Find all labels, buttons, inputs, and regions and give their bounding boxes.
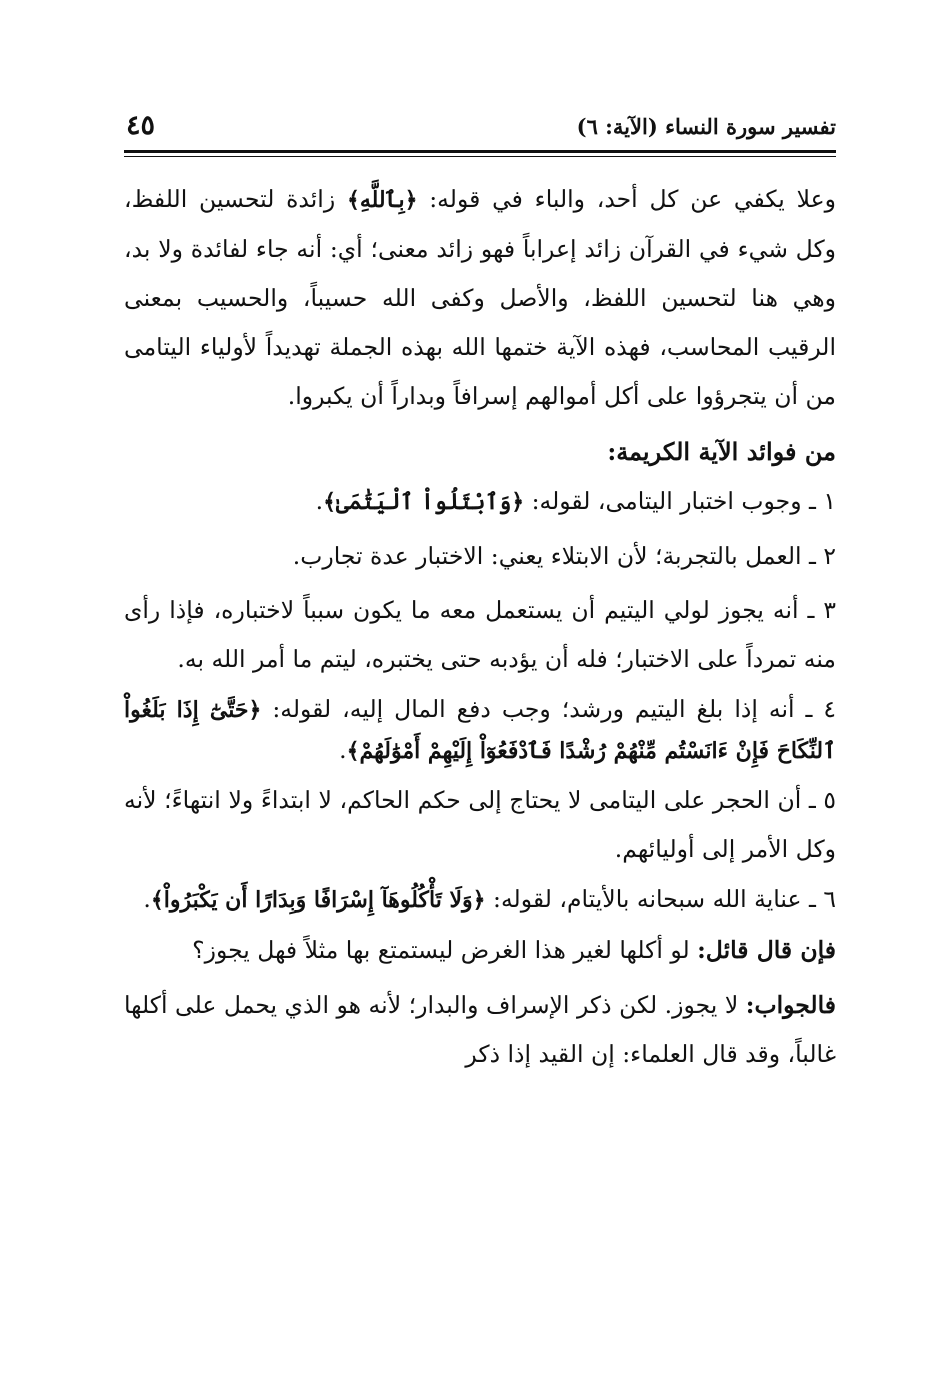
question-text: لو أكلها لغير هذا الغرض ليستمتع بها مثلاً فهل يجوز؟ — [192, 936, 698, 964]
benefit-item-6 — [124, 879, 836, 920]
benefit-item-1 — [124, 477, 836, 527]
answer-text: لا يجوز. لكن ذكر الإسراف والبدار؛ لأنه هو الذي يحمل على أكلها غالباً، وقد قال العلماء: إن القيد إذا ذكر — [124, 991, 836, 1068]
question-lead: فإن قال قائل: — [697, 936, 836, 964]
quran-quote: ﴿وَلَا تَأْكُلُوهَآ إِسْرَافًا وَبِدَارًا أَن يَكْبَرُواْ﴾ — [150, 887, 486, 913]
intro-paragraph — [124, 175, 836, 421]
intro-text-start: وعلا يكفي عن كل أحد، والباء في قوله: — [417, 185, 836, 213]
quran-quote: ﴿حَتَّىٰٓ إِذَا بَلَغُواْ ٱلنِّكَاحَ فَإِنْ ءَانَسْتُم مِّنْهُمْ رُشْدًا فَٱدْفَعُوٓاْ إِلَيْهِمْ أَمْوَٰلَهُمْ﴾ — [124, 697, 836, 764]
question-paragraph — [124, 926, 836, 975]
benefit-end: . — [315, 487, 324, 515]
benefit-item-3 — [124, 586, 836, 684]
benefit-item-4 — [124, 689, 836, 771]
header-rule-thick — [124, 150, 836, 153]
header-rule-thin — [124, 156, 836, 157]
benefit-item-5 — [124, 776, 836, 874]
page-number: ٤٥ — [126, 110, 156, 141]
section-heading: من فوائد الآية الكريمة: — [607, 437, 836, 466]
benefit-end: . — [339, 736, 347, 764]
benefit-text: ٥ ـ أن الحجر على اليتامى لا يحتاج إلى حكم الحاكم، لا ابتداءً ولا انتهاءً؛ لأنه وكل الأمر إلى أوليائهم. — [124, 786, 836, 863]
quran-quote: ﴿بِٱللَّهِ﴾ — [346, 187, 418, 213]
benefit-text: ١ ـ وجوب اختبار اليتامى، لقوله: — [524, 487, 836, 515]
answer-lead: فالجواب: — [745, 991, 836, 1019]
book-page — [124, 110, 836, 1085]
page-content — [124, 175, 836, 1079]
intro-text-rest: زائدة لتحسين اللفظ، وكل شيء في القرآن زائد إعراباً فهو زائد معنى؛ أي: أنه جاء لفائدة ولا بد، وهي هنا لتحسين اللفظ، والأصل وكفى الله حسيباً، والحسيب بمعنى الرقيب المحاسب، فهذه الآية ختمها الله بهذه الجملة تهديداً لأولياء اليتامى من أن يتجرؤوا على أكل أموالهم إسرافاً وبداراً أن يكبروا. — [124, 185, 836, 410]
benefit-item-2 — [124, 532, 836, 581]
benefit-text: ٦ ـ عناية الله سبحانه بالأيتام، لقوله: — [485, 885, 836, 913]
benefit-end: . — [143, 885, 151, 913]
benefit-text: ٢ ـ العمل بالتجربة؛ لأن الابتلاء يعني: الاختبار عدة تجارب. — [292, 542, 836, 570]
running-title: تفسير سورة النساء (الآية: ٦) — [576, 114, 836, 139]
page-header — [124, 110, 836, 148]
answer-paragraph — [124, 981, 836, 1079]
benefit-text: ٣ ـ أنه يجوز لولي اليتيم أن يستعمل معه ما يكون سبباً لاختباره، فإذا رأى منه تمرداً على الاختبار؛ فله أن يؤدبه حتى يختبره، ليتم ما أمر الله به. — [124, 596, 836, 673]
quran-quote: ﴿وَٱبْتَلُواْ ٱلْيَتَٰمَىٰ﴾ — [323, 489, 525, 515]
benefit-text: ٤ ـ أنه إذا بلغ اليتيم ورشد؛ وجب دفع المال إليه، لقوله: — [261, 695, 836, 723]
